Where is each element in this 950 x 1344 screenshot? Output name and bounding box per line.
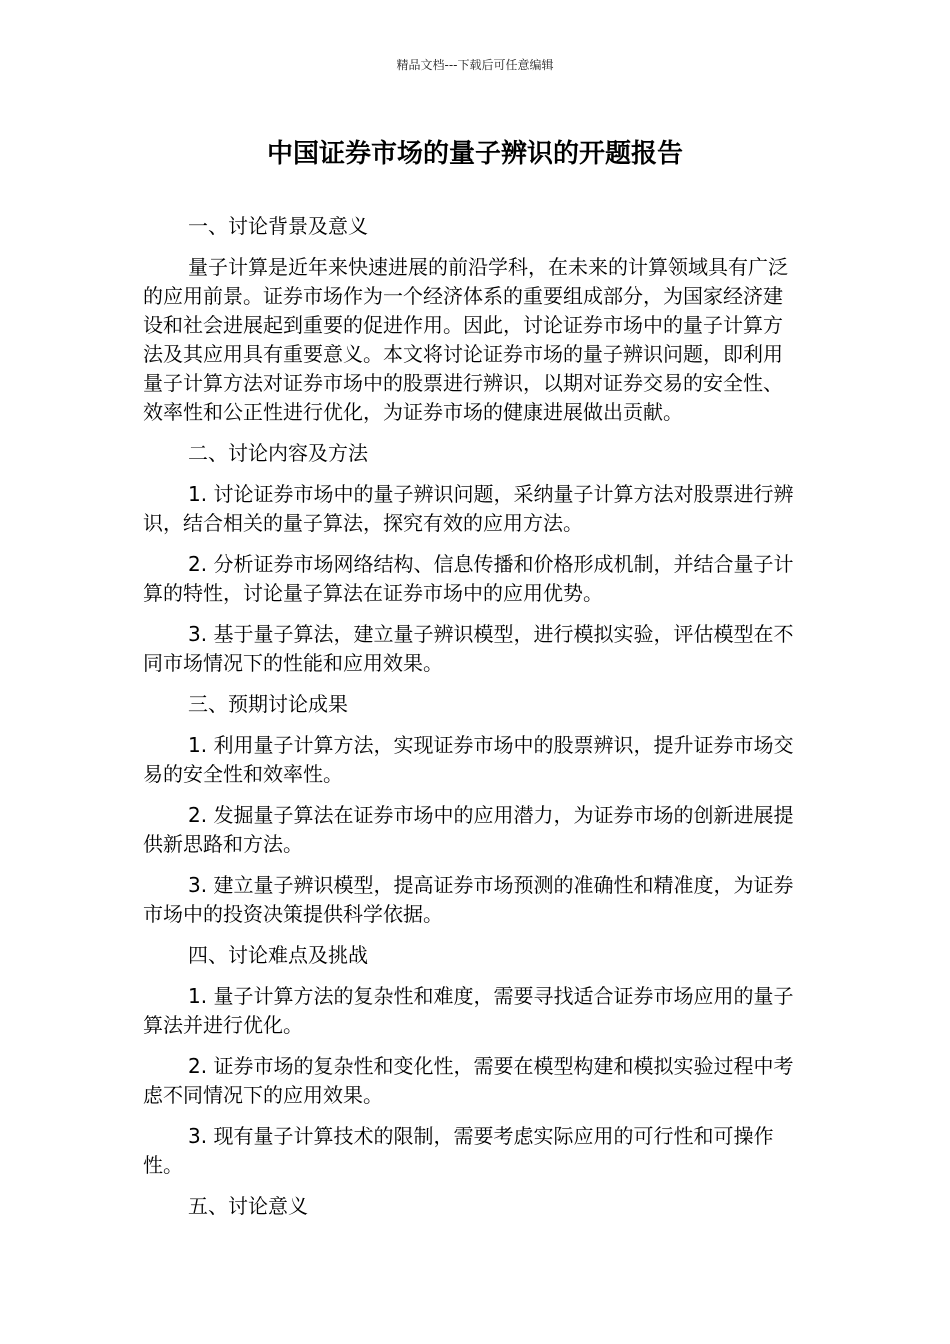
section-content-methods xyxy=(143,439,799,678)
list-item: 2. 证券市场的复杂性和变化性，需要在模型构建和模拟实验过程中考虑不同情况下的应用效果。 xyxy=(143,1054,794,1107)
section-heading: 三、预期讨论成果 xyxy=(188,692,348,716)
section-expected-results xyxy=(143,690,799,929)
body-paragraph: 量子计算是近年来快速进展的前沿学科，在未来的计算领域具有广泛的应用前景。证券市场作为一个经济体系的重要组成部分，为国家经济建设和社会进展起到重要的促进作用。因此，讨论证券市场中的量子计算方法及其应用具有重要意义。本文将讨论证券市场的量子辨识问题，即利用量子计算方法对证券市场中的股票进行辨识，以期对证券交易的安全性、效率性和公正性进行优化，为证券市场的健康进展做出贡献。 xyxy=(143,255,788,424)
document-body xyxy=(143,212,799,1233)
section-heading: 五、讨论意义 xyxy=(188,1194,308,1218)
section-heading: 二、讨论内容及方法 xyxy=(188,441,368,465)
list-item: 3. 建立量子辨识模型，提高证券市场预测的准确性和精准度，为证券市场中的投资决策提供科学依据。 xyxy=(143,873,794,926)
list-item: 1. 量子计算方法的复杂性和难度，需要寻找适合证券市场应用的量子算法并进行优化。 xyxy=(143,984,794,1037)
section-heading: 四、讨论难点及挑战 xyxy=(188,943,368,967)
section-background xyxy=(143,212,799,427)
section-heading: 一、讨论背景及意义 xyxy=(188,214,368,238)
document-title: 中国证券市场的量子辨识的开题报告 xyxy=(266,139,683,169)
list-item: 1. 利用量子计算方法，实现证券市场中的股票辨识，提升证券市场交易的安全性和效率性。 xyxy=(143,733,794,786)
list-item: 2. 发掘量子算法在证券市场中的应用潜力，为证券市场的创新进展提供新思路和方法。 xyxy=(143,803,794,856)
list-item: 1. 讨论证券市场中的量子辨识问题，采纳量子计算方法对股票进行辨识，结合相关的量子算法，探究有效的应用方法。 xyxy=(143,482,794,535)
page-header-note: 精品文档---下载后可任意编辑 xyxy=(396,58,554,72)
section-difficulties xyxy=(143,941,799,1180)
list-item: 3. 基于量子算法，建立量子辨识模型，进行模拟实验，评估模型在不同市场情况下的性能和应用效果。 xyxy=(143,622,794,675)
list-item: 3. 现有量子计算技术的限制，需要考虑实际应用的可行性和可操作性。 xyxy=(143,1124,774,1177)
section-significance xyxy=(143,1192,799,1221)
list-item: 2. 分析证券市场网络结构、信息传播和价格形成机制，并结合量子计算的特性，讨论量子算法在证券市场中的应用优势。 xyxy=(143,552,794,605)
